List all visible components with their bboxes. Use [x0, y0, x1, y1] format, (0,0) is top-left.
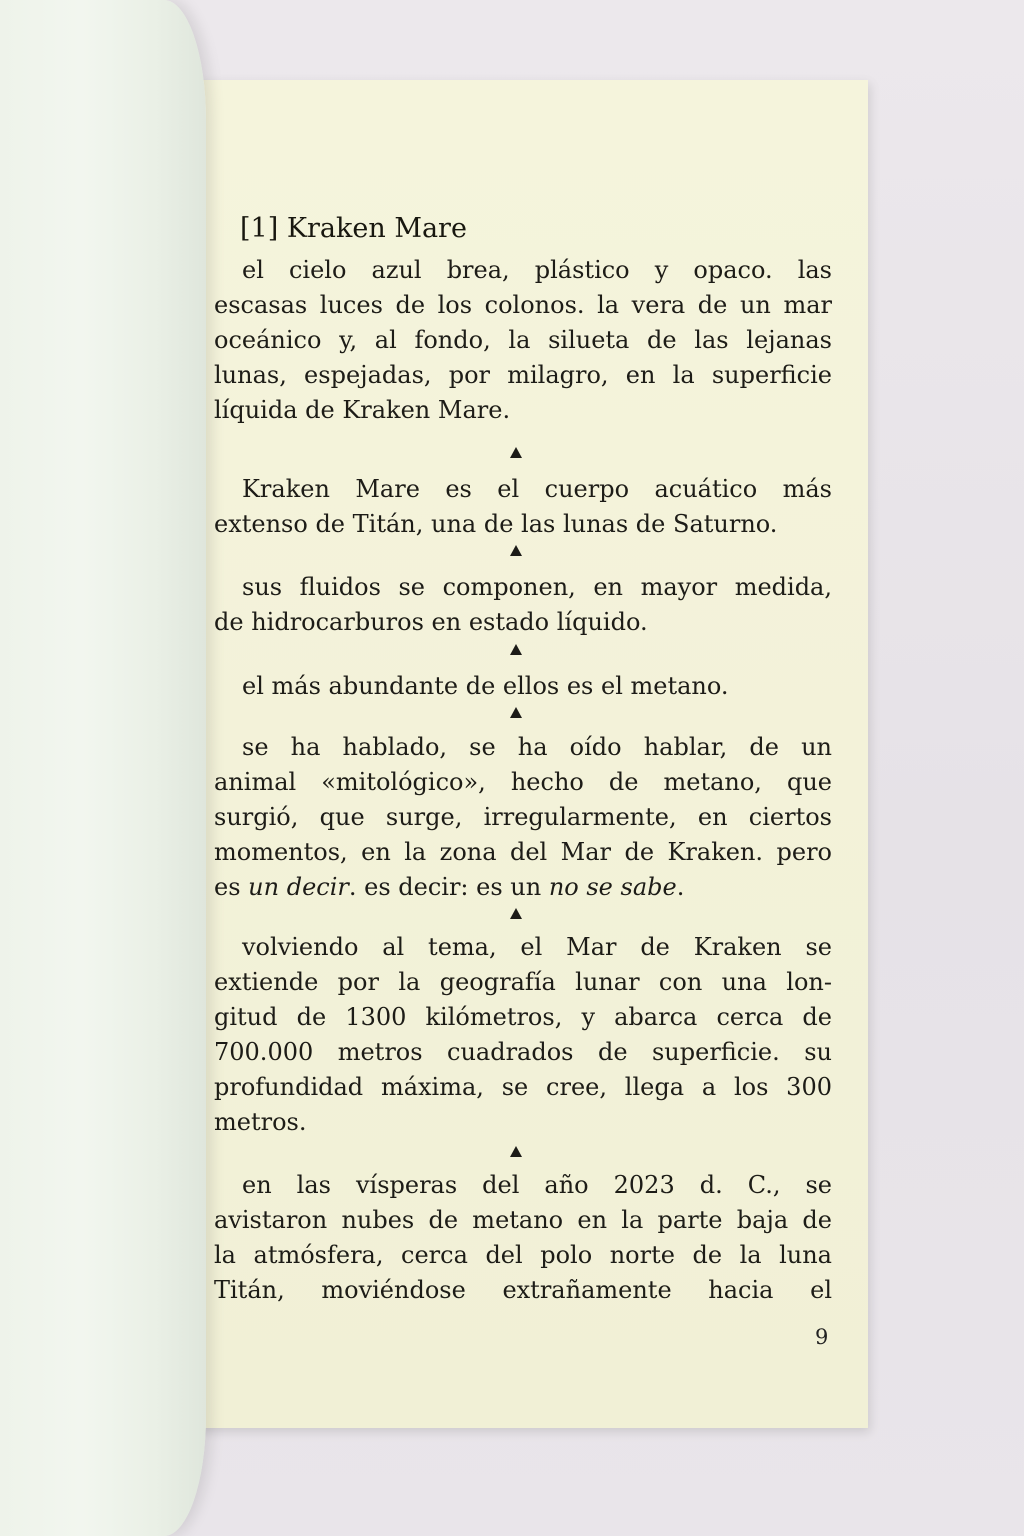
text-line: extiende por la geografía lunar con una lon-: [214, 968, 832, 996]
text-line: avistaron nubes de metano en la parte baja de: [214, 1206, 832, 1234]
text-line: se ha hablado, se ha oído hablar, de un: [242, 733, 832, 761]
paragraph-7: [214, 1168, 832, 1308]
text-run: . es decir: es un: [348, 873, 549, 901]
text-line: [214, 870, 832, 905]
text-line: extenso de Titán, una de las lunas de Saturno.: [214, 510, 778, 538]
text-line: animal «mitológico», hecho de metano, que: [214, 768, 832, 796]
text-line: Titán, moviéndose extrañamente hacia el: [214, 1276, 832, 1304]
section-divider-triangle: [510, 908, 522, 919]
text-run: .: [676, 873, 685, 901]
text-line: de hidrocarburos en estado líquido.: [214, 608, 648, 636]
text-line: surgió, que surge, irregularmente, en ciertos: [214, 803, 832, 831]
text-line: profundidad máxima, se cree, llega a los 300: [214, 1073, 832, 1101]
section-divider-triangle: [510, 644, 522, 655]
text-line: líquida de Kraken Mare.: [214, 396, 511, 424]
section-divider-triangle: [510, 447, 522, 458]
text-line: el cielo azul brea, plástico y opaco. las: [242, 256, 832, 284]
italic-phrase: no se sabe: [548, 873, 677, 901]
text-line: lunas, espejadas, por milagro, en la superficie: [214, 361, 832, 389]
paragraph-6: [214, 930, 832, 1140]
text-line: el más abundante de ellos es el metano.: [242, 672, 729, 700]
text-line: sus fluidos se componen, en mayor medida,: [242, 573, 832, 601]
text-line: Kraken Mare es el cuerpo acuático más: [242, 475, 832, 503]
paragraph-3: [214, 570, 832, 640]
text-line: oceánico y, al fondo, la silueta de las lejanas: [214, 326, 832, 354]
text-line: momentos, en la zona del Mar de Kraken. pero: [214, 838, 832, 866]
text-line: escasas luces de los colonos. la vera de un mar: [214, 291, 832, 319]
text-line: 700.000 metros cuadrados de superficie. su: [214, 1038, 832, 1066]
page-number: 9: [815, 1325, 829, 1349]
paragraph-2: [214, 472, 832, 542]
text-line: volviendo al tema, el Mar de Kraken se: [242, 933, 832, 961]
section-divider-triangle: [510, 707, 522, 718]
text-line: gitud de 1300 kilómetros, y abarca cerca de: [214, 1003, 832, 1031]
text-line: metros.: [214, 1108, 307, 1136]
text-line: en las vísperas del año 2023 d. C., se: [242, 1171, 832, 1199]
italic-phrase: un decir: [248, 873, 349, 901]
paragraph-1: [214, 253, 832, 428]
text-line: la atmósfera, cerca del polo norte de la luna: [214, 1241, 832, 1269]
paragraph-4: [214, 669, 832, 704]
paragraph-5: [214, 730, 832, 905]
section-divider-triangle: [510, 545, 522, 556]
text-run: es: [214, 873, 249, 901]
left-page-curl: [0, 0, 206, 1536]
section-heading: [1] Kraken Mare: [240, 213, 467, 244]
section-divider-triangle: [510, 1146, 522, 1157]
